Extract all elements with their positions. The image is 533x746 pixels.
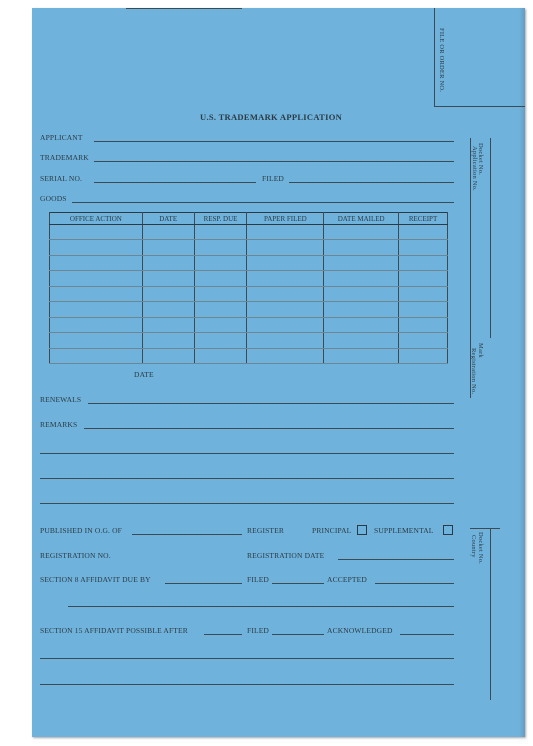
header-receipt: RECEIPT: [399, 213, 448, 225]
office-action-table: [49, 212, 448, 364]
remarks-label: REMARKS: [40, 420, 78, 429]
published-line[interactable]: [132, 534, 242, 535]
table-cell[interactable]: [50, 240, 143, 255]
section8-filed-label: FILED: [247, 575, 269, 584]
table-cell[interactable]: [399, 302, 448, 317]
table-cell[interactable]: [324, 225, 399, 240]
table-cell[interactable]: [194, 317, 247, 332]
form-title: U.S. TRADEMARK APPLICATION: [200, 112, 343, 122]
supplemental-label: SUPPLEMENTAL: [374, 526, 434, 535]
table-cell[interactable]: [194, 302, 247, 317]
table-cell[interactable]: [142, 286, 194, 301]
section8-extra-line[interactable]: [68, 606, 454, 607]
goods-line[interactable]: [72, 202, 454, 203]
renewals-line[interactable]: [88, 403, 454, 404]
table-cell[interactable]: [194, 286, 247, 301]
table-cell[interactable]: [247, 240, 324, 255]
table-cell[interactable]: [399, 333, 448, 348]
section15-acknowledged-label: ACKNOWLEDGED: [327, 626, 393, 635]
table-row: [50, 225, 448, 240]
section8-filed-line[interactable]: [272, 583, 324, 584]
table-cell[interactable]: [247, 271, 324, 286]
side-mark-label: Mark: [477, 343, 484, 358]
section15-after-line[interactable]: [204, 634, 242, 635]
table-cell[interactable]: [142, 317, 194, 332]
table-cell[interactable]: [50, 271, 143, 286]
section15-acknowledged-line[interactable]: [400, 634, 454, 635]
table-cell[interactable]: [194, 271, 247, 286]
table-row: [50, 240, 448, 255]
table-cell[interactable]: [247, 333, 324, 348]
filed-line[interactable]: [289, 182, 454, 183]
remarks-line-2[interactable]: [40, 453, 454, 454]
supplemental-checkbox[interactable]: [443, 525, 453, 535]
remarks-line-4[interactable]: [40, 503, 454, 504]
table-cell[interactable]: [324, 271, 399, 286]
table-cell[interactable]: [50, 255, 143, 270]
remarks-line-1[interactable]: [84, 428, 454, 429]
table-cell[interactable]: [142, 333, 194, 348]
table-cell[interactable]: [142, 271, 194, 286]
section8-label: SECTION 8 AFFIDAVIT DUE BY: [40, 575, 151, 584]
table-cell[interactable]: [324, 240, 399, 255]
registration-no-label: REGISTRATION NO.: [40, 551, 111, 560]
side-divider-bottom: [470, 528, 500, 529]
section8-accepted-line[interactable]: [375, 583, 454, 584]
section8-due-line[interactable]: [165, 583, 242, 584]
folder-edge-shade: [519, 8, 525, 737]
table-cell[interactable]: [324, 302, 399, 317]
section15-filed-line[interactable]: [272, 634, 324, 635]
published-label: PUBLISHED IN O.G. OF: [40, 526, 122, 535]
table-cell[interactable]: [50, 302, 143, 317]
register-label: REGISTER: [247, 526, 285, 535]
date-label: DATE: [134, 370, 154, 379]
table-cell[interactable]: [50, 333, 143, 348]
table-cell[interactable]: [247, 317, 324, 332]
table-cell[interactable]: [247, 286, 324, 301]
table-cell[interactable]: [194, 333, 247, 348]
table-cell[interactable]: [247, 255, 324, 270]
table-cell[interactable]: [142, 348, 194, 364]
table-cell[interactable]: [399, 225, 448, 240]
renewals-label: RENEWALS: [40, 395, 82, 404]
section15-label: SECTION 15 AFFIDAVIT POSSIBLE AFTER: [40, 626, 188, 635]
file-box-left-border: [434, 8, 435, 106]
side-docket-no-label-1: Docket No.: [477, 143, 484, 175]
side-docket-line-1: [490, 138, 491, 338]
table-row: [50, 348, 448, 364]
filed-label: FILED: [262, 174, 284, 183]
side-registration-no-label: Registration No.: [470, 348, 477, 395]
remarks-line-3[interactable]: [40, 478, 454, 479]
table-cell[interactable]: [194, 255, 247, 270]
applicant-label: APPLICANT: [40, 133, 83, 142]
table-cell[interactable]: [399, 271, 448, 286]
table-cell[interactable]: [399, 317, 448, 332]
section15-extra-line-2[interactable]: [40, 684, 454, 685]
table-cell[interactable]: [324, 255, 399, 270]
table-cell[interactable]: [142, 225, 194, 240]
trademark-label: TRADEMARK: [40, 153, 89, 162]
table-row: [50, 317, 448, 332]
table-cell[interactable]: [399, 348, 448, 364]
table-cell[interactable]: [194, 225, 247, 240]
applicant-line[interactable]: [94, 141, 454, 142]
table-cell[interactable]: [50, 286, 143, 301]
table-cell[interactable]: [142, 255, 194, 270]
table-cell[interactable]: [324, 317, 399, 332]
table-row: [50, 302, 448, 317]
principal-label: PRINCIPAL: [312, 526, 352, 535]
header-resp-due: RESP. DUE: [194, 213, 247, 225]
trademark-application-folder: [32, 8, 525, 737]
registration-date-line[interactable]: [338, 559, 454, 560]
table-cell[interactable]: [142, 240, 194, 255]
table-cell[interactable]: [399, 255, 448, 270]
section8-accepted-label: ACCEPTED: [327, 575, 367, 584]
side-docket-no-label-2: Docket No.: [477, 532, 484, 564]
table-row: [50, 255, 448, 270]
principal-checkbox[interactable]: [357, 525, 367, 535]
registration-date-label: REGISTRATION DATE: [247, 551, 325, 560]
table-cell[interactable]: [50, 348, 143, 364]
table-cell[interactable]: [50, 317, 143, 332]
section15-filed-label: FILED: [247, 626, 269, 635]
table-row: [50, 271, 448, 286]
header-date: DATE: [142, 213, 194, 225]
side-application-no-label: Application No.: [471, 146, 478, 191]
table-cell[interactable]: [399, 240, 448, 255]
side-docket-line-2: [490, 528, 491, 700]
serial-no-label: SERIAL NO.: [40, 174, 83, 183]
table-header-row: [50, 213, 448, 225]
registration-no-line[interactable]: [126, 8, 242, 9]
header-office-action: OFFICE ACTION: [50, 213, 143, 225]
goods-label: GOODS: [40, 194, 67, 203]
side-country-label: Country: [470, 535, 477, 558]
table-cell[interactable]: [194, 348, 247, 364]
serial-no-line[interactable]: [94, 182, 256, 183]
table-cell[interactable]: [50, 225, 143, 240]
table-cell[interactable]: [324, 333, 399, 348]
table-cell[interactable]: [194, 240, 247, 255]
table-cell[interactable]: [324, 348, 399, 364]
table-row: [50, 286, 448, 301]
header-paper-filed: PAPER FILED: [247, 213, 324, 225]
table-cell[interactable]: [142, 302, 194, 317]
table-cell[interactable]: [247, 225, 324, 240]
trademark-line[interactable]: [94, 161, 454, 162]
table-cell[interactable]: [247, 348, 324, 364]
table-row: [50, 333, 448, 348]
file-box-bottom-border: [434, 106, 525, 107]
file-order-no-label: FILE OR ORDER NO.: [438, 28, 445, 93]
table-cell[interactable]: [247, 302, 324, 317]
table-cell[interactable]: [324, 286, 399, 301]
header-date-mailed: DATE MAILED: [324, 213, 399, 225]
section15-extra-line-1[interactable]: [40, 658, 454, 659]
table-cell[interactable]: [399, 286, 448, 301]
